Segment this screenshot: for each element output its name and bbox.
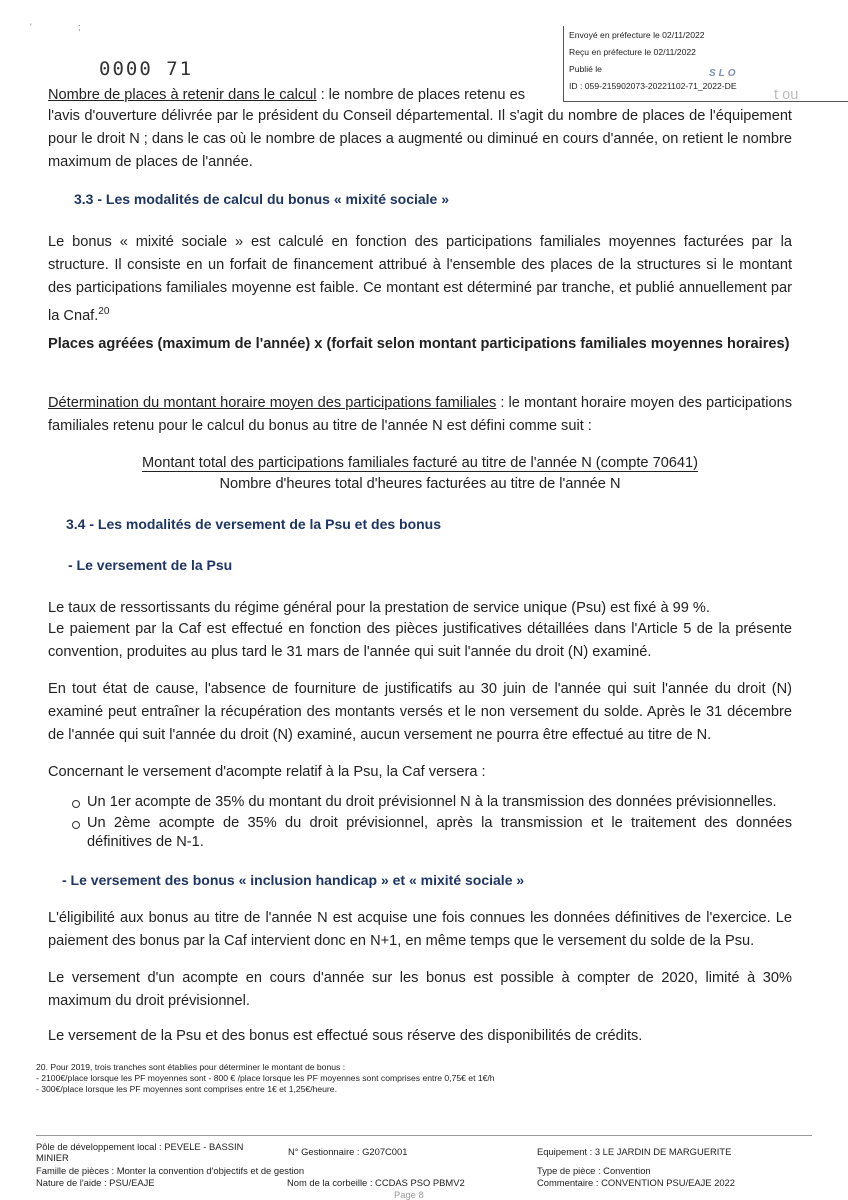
determination-paragraph <box>48 392 792 438</box>
slo-logo: SLO <box>709 68 739 79</box>
justificatifs-paragraph: En tout état de cause, l'absence de fourniture de justificatifs au 30 juin de l'année qui suit l'année du droit (N) examiné peut entraîner la récupération des montants versés et le non versement du solde. Après le 31 décembre de l'année qui suit l'année du droit (N) examiné, aucun versement ne pourra être effectué au titre de N. <box>48 681 792 743</box>
footer-page: Page 8 <box>394 1189 424 1200</box>
versement-psu-heading: - Le versement de la Psu <box>68 557 233 573</box>
intro-first-line <box>48 84 570 107</box>
list-item: Un 2ème acompte de 35% du droit prévisionnel, après la transmission et le traitement des données définitives de N-1. <box>70 814 792 852</box>
versement-bonus-heading: - Le versement des bonus « inclusion handicap » et « mixité sociale » <box>62 872 525 888</box>
determination-text: : le montant horaire moyen des participations familiales retenu pour le calcul du bonus au titre de l'année N est défini comme suit : <box>48 395 792 434</box>
places-label: Nombre de places à retenir dans le calcul <box>48 87 317 103</box>
intro-line1-tail: t ou <box>774 87 799 103</box>
stamp-recu: Reçu en préfecture le 02/11/2022 <box>569 47 696 57</box>
stamp-envoye: Envoyé en préfecture le 02/11/2022 <box>569 30 705 40</box>
footer-nature: Nature de l'aide : PSU/EAJE <box>36 1177 155 1188</box>
footer-pole-2: MINIER <box>36 1152 69 1163</box>
acompte-bonus-paragraph: Le versement d'un acompte en cours d'année sur les bonus est possible à compter de 2020, limité à 30% maximum du droit prévisionnel. <box>48 970 792 1009</box>
prefecture-stamp <box>563 26 848 102</box>
numerator: Montant total des participations familiales facturé au titre de l'année N (compte 70641) <box>141 455 699 471</box>
intro-paragraph: l'avis d'ouverture délivrée par le président du Conseil départemental. Il s'agit du nombre de places de l'équipement pour le droit N ; dans le cas où le nombre de places a augmenté ou diminué en cours d'année, on retient le nombre maximum de places de l'année. <box>48 108 792 170</box>
footnote-line: 20. Pour 2019, trois tranches sont établies pour déterminer le montant de bonus : <box>36 1062 346 1072</box>
footer-corbeille: Nom de la corbeille : CCDAS PSO PBMV2 <box>287 1177 465 1188</box>
scan-mark: ; <box>78 22 81 32</box>
formula-denominator: Nombre d'heures total d'heures facturées au titre de l'année N <box>219 476 621 492</box>
footer-commentaire: Commentaire : CONVENTION PSU/EAJE 2022 <box>537 1177 735 1188</box>
footer-famille: Famille de pièces : Monter la convention d'objectifs et de gestion <box>36 1165 305 1176</box>
reserve-paragraph: Le versement de la Psu et des bonus est effectué sous réserve des disponibilités de crédits. <box>48 1028 643 1044</box>
acompte-list <box>70 793 792 854</box>
footnote-line: - 300€/place lorsque les PF moyennes sont comprises entre 1€ et 1,25€/heure. <box>36 1084 337 1094</box>
determination-label: Détermination du montant horaire moyen des participations familiales <box>48 395 497 411</box>
footer-type-piece: Type de pièce : Convention <box>537 1165 651 1176</box>
footnote-ref: 20 <box>98 306 110 317</box>
acompte-intro: Concernant le versement d'acompte relatif à la Psu, la Caf versera : <box>48 764 486 780</box>
formula-numerator <box>100 452 740 474</box>
intro-line1: : le nombre de places retenu es <box>316 87 526 103</box>
footnote <box>36 1062 796 1095</box>
paiement-paragraph: Le paiement par la Caf est effectué en fonction des pièces justificatives détaillées dans l'Article 5 de la présente convention, produites au plus tard le 31 mars de l'année qui suit l'année du droit (N) examiné. <box>48 621 792 660</box>
scan-mark: ' <box>30 22 32 32</box>
section-3-4-heading: 3.4 - Les modalités de versement de la Psu et des bonus <box>66 516 442 532</box>
reference-number: 0000 71 <box>99 58 194 80</box>
footer-equipement: Equipement : 3 LE JARDIN DE MARGUERITE <box>537 1146 732 1157</box>
document-footer <box>36 1135 812 1200</box>
mixite-text: Le bonus « mixité sociale » est calculé en fonction des participations familiales moyennes facturées par la structure. Il consiste en un forfait de financement attribué à l'ensemble des places de la structures si le montant des participations familiales moyenne est faible. Ce montant est déterminé par tranche, et publié annuellement par la Cnaf. <box>48 234 792 324</box>
footnote-line: - 2100€/place lorsque les PF moyennes sont - 800 € /place lorsque les PF moyennes sont comprises entre 0,75€ et 1€/h <box>36 1073 495 1083</box>
stamp-id: ID : 059-215902073-20221102-71_2022-DE <box>569 81 737 91</box>
mixite-paragraph <box>48 231 792 328</box>
stamp-publie: Publié le <box>569 64 602 74</box>
taux-paragraph: Le taux de ressortissants du régime général pour la prestation de service unique (Psu) est fixé à 99 %. <box>48 600 710 616</box>
footer-pole: Pôle de développement local : PEVELE - BASSIN <box>36 1141 244 1152</box>
formula: Places agréées (maximum de l'année) x (forfait selon montant participations familiales moyennes horaires) <box>48 336 790 352</box>
list-item: Un 1er acompte de 35% du montant du droit prévisionnel N à la transmission des données prévisionnelles. <box>70 793 792 812</box>
eligibilite-paragraph: L'éligibilité aux bonus au titre de l'année N est acquise une fois connues les données définitives de l'exercice. Le paiement des bonus par la Caf intervient donc en N+1, en même temps que le versement du solde de la Psu. <box>48 910 792 949</box>
footer-gestionnaire: N° Gestionnaire : G207C001 <box>288 1146 408 1157</box>
section-3-3-heading: 3.3 - Les modalités de calcul du bonus « mixité sociale » <box>74 191 450 207</box>
